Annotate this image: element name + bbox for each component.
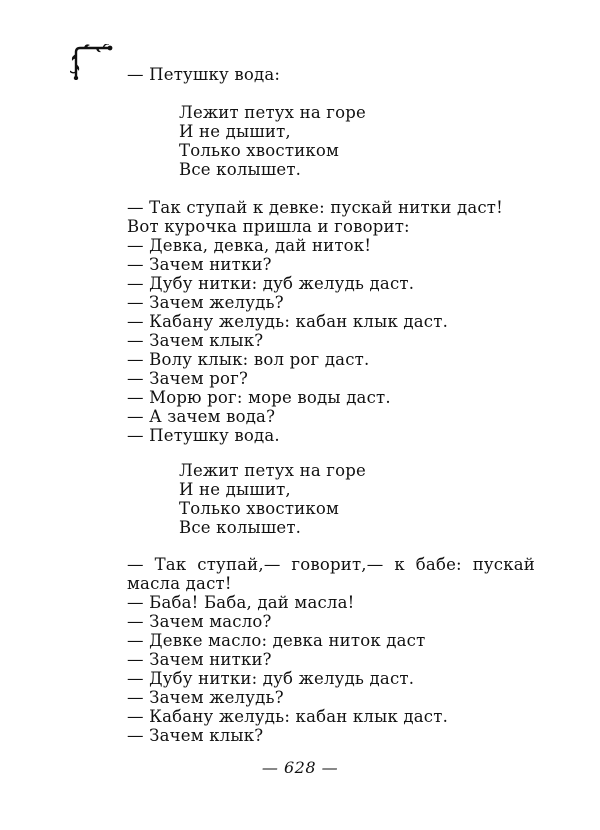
verse-line: Лежит петух на горе <box>179 461 367 480</box>
verse-line: Все колышет. <box>179 160 302 179</box>
dialog-line: — Петушку вода. <box>127 426 280 445</box>
floral-ornament-icon <box>70 44 114 80</box>
verse-line: Лежит петух на горе <box>179 103 367 122</box>
dialog-line: — Зачем желудь? <box>127 688 284 707</box>
dialog-line: — Так ступай,— говорит,— к бабе: пускай <box>127 555 535 574</box>
dialog-line: — Так ступай к девке: пускай нитки даст! <box>127 198 503 217</box>
dialog-line: — Баба! Баба, дай масла! <box>127 593 355 612</box>
verse-line: Только хвостиком <box>179 499 340 518</box>
dialog-line: — Зачем рог? <box>127 369 249 388</box>
dialog-line: — Волу клык: вол рог даст. <box>127 350 370 369</box>
page-number: — 628 — <box>261 758 339 777</box>
dialog-line: — Зачем клык? <box>127 726 264 745</box>
dialog-line: — Зачем нитки? <box>127 650 272 669</box>
verse-line: Только хвостиком <box>179 141 340 160</box>
dialog-line: — Зачем клык? <box>127 331 264 350</box>
verse-line: Все колышет. <box>179 518 302 537</box>
narration-line: Вот курочка пришла и говорит: <box>127 217 410 236</box>
dialog-line: — Зачем желудь? <box>127 293 284 312</box>
dialog-line: — А зачем вода? <box>127 407 276 426</box>
dialog-line: — Кабану желудь: кабан клык даст. <box>127 707 449 726</box>
dialog-line: — Дубу нитки: дуб желудь даст. <box>127 274 415 293</box>
dialog-line: — Девке масло: девка ниток даст <box>127 631 426 650</box>
dialog-line: — Зачем нитки? <box>127 255 272 274</box>
dialog-line: — Дубу нитки: дуб желудь даст. <box>127 669 415 688</box>
dialog-line: — Морю рог: море воды даст. <box>127 388 391 407</box>
dialog-line: — Зачем масло? <box>127 612 272 631</box>
dialog-line: — Кабану желудь: кабан клык даст. <box>127 312 449 331</box>
dialog-line: — Петушку вода: <box>127 65 281 84</box>
verse-line: И не дышит, <box>179 480 291 499</box>
dialog-line: — Девка, девка, дай ниток! <box>127 236 372 255</box>
dialog-line-continuation: масла даст! <box>127 574 232 593</box>
verse-line: И не дышит, <box>179 122 291 141</box>
